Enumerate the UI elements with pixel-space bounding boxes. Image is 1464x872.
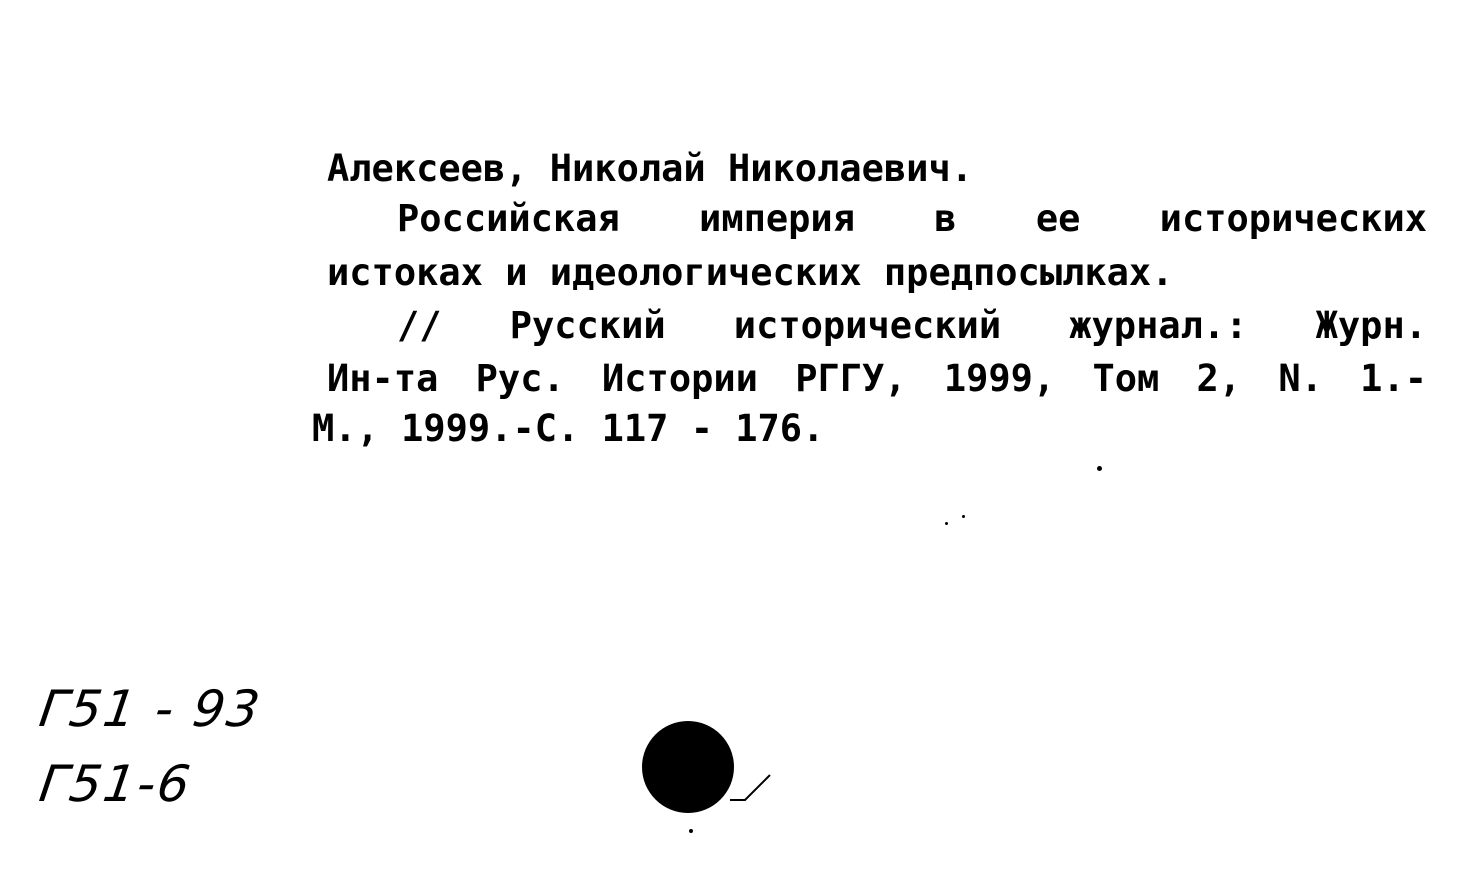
handwritten-shelfmark-1: Г51 - 93	[35, 680, 266, 738]
pencil-tick-mark	[725, 770, 785, 810]
source-line-2: Ин-та Рус. Истории РГГУ, 1999, Том 2, N. 1.-	[327, 357, 1427, 400]
handwritten-shelfmark-2: Г51-6	[35, 755, 196, 813]
speck-mark	[1097, 466, 1102, 471]
author-heading: Алексеев, Николай Николаевич.	[327, 147, 974, 190]
title-line-2: истоках и идеологических предпосылках.	[327, 251, 1174, 294]
speck-mark	[962, 515, 965, 518]
punch-hole	[642, 721, 734, 813]
source-line-1: // Русский исторический журнал.: Журн.	[397, 304, 1427, 347]
source-line-3: М., 1999.-С. 117 - 176.	[312, 407, 825, 450]
speck-mark	[945, 522, 948, 525]
title-line-1: Российская империя в ее исторических	[397, 197, 1427, 240]
speck-mark	[689, 829, 693, 833]
